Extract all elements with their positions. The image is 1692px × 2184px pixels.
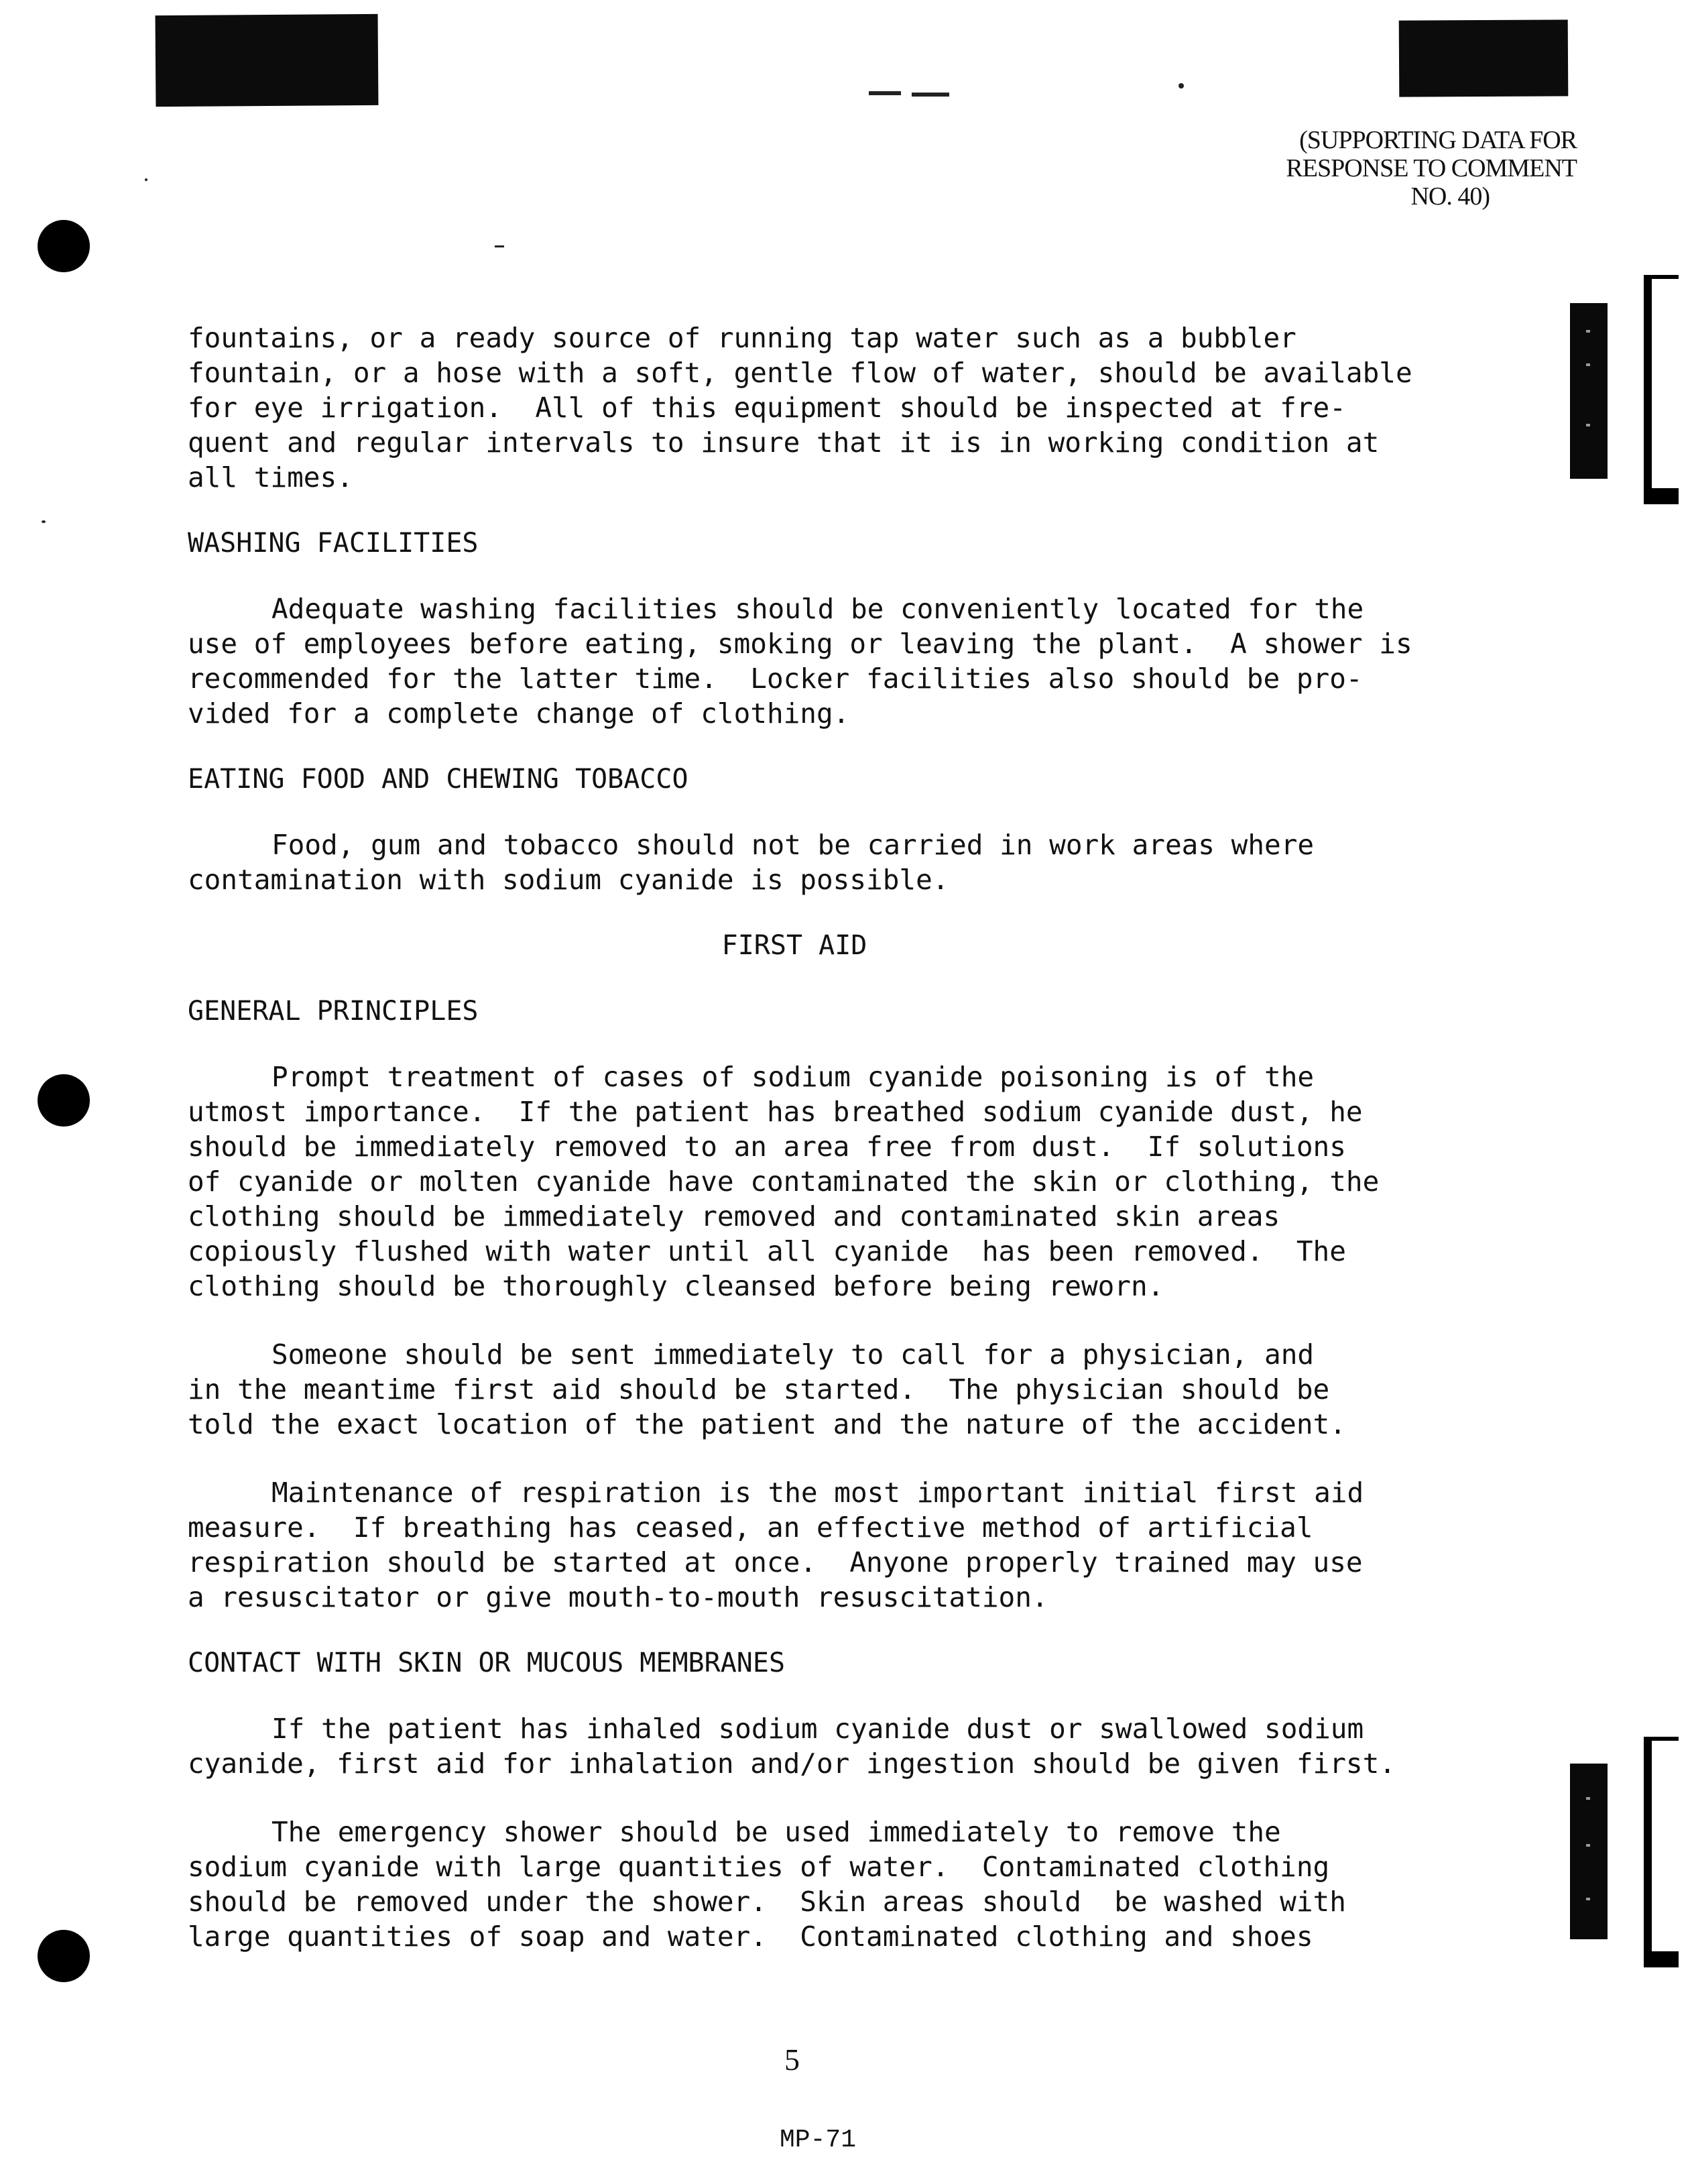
redaction-block-right (1399, 19, 1569, 97)
margin-change-mark (1570, 1764, 1608, 1939)
binder-hole-icon (38, 220, 90, 272)
binder-hole-icon (38, 1930, 90, 1982)
margin-bracket-icon (1644, 1737, 1679, 1967)
scan-mark-dash (912, 93, 949, 97)
eating-paragraph: Food, gum and tobacco should not be carried in work areas where contamination with sodium cyanide is possible. (188, 829, 1315, 896)
contact-paragraph: If the patient has inhaled sodium cyanide dust or swallowed sodium cyanide, first aid for inhalation and/or ingestion should be given first. (188, 1713, 1396, 1780)
general-paragraph: Maintenance of respiration is the most important initial first aid measure. If breathing has ceased, an effective method of artificial respiration should be started at once. Anyone properly trained may use a resuscitator or give mouth-to-mouth resuscitation. (188, 1477, 1364, 1613)
section-heading-general: GENERAL PRINCIPLES (188, 996, 479, 1027)
scan-mark-dash (495, 245, 504, 247)
binder-hole-icon (38, 1074, 90, 1127)
header-note-line: NO. 40) (1410, 182, 1490, 211)
header-note-line: RESPONSE TO COMMENT (1286, 154, 1577, 182)
section-heading-contact: CONTACT WITH SKIN OR MUCOUS MEMBRANES (188, 1648, 786, 1678)
document-body (188, 321, 1448, 1954)
redaction-block-left (156, 14, 379, 107)
section-heading-eating: EATING FOOD AND CHEWING TOBACCO (188, 764, 688, 795)
margin-bracket-icon (1644, 275, 1679, 504)
contact-paragraph: The emergency shower should be used immediately to remove the sodium cyanide with large quantities of water. Contaminated clothing should be removed under the shower. Skin areas should be washed with large quantities of soap and water. Contaminated clothing and shoes (188, 1816, 1346, 1953)
general-paragraph: Someone should be sent immediately to call for a physician, and in the meantime first aid should be started. The physician should be told the exact location of the patient and the nature of the accident. (188, 1338, 1346, 1440)
general-paragraph: Prompt treatment of cases of sodium cyanide poisoning is of the utmost importance. If the patient has breathed sodium cyanide dust, he should be immediately removed to an area free from dust. If solutions of cyanide or molten cyanide have contaminated the skin or clothing, the clothing should be immediately removed and contaminated skin areas copiously flushed with water until all cyanide has been removed. The clothing should be thoroughly cleansed before being reworn. (188, 1061, 1380, 1302)
scan-mark-dot (42, 520, 46, 523)
header-note-line: (SUPPORTING DATA FOR (1299, 126, 1577, 154)
scan-mark-dot (145, 178, 147, 181)
washing-paragraph: Adequate washing facilities should be conveniently located for the use of employees before eating, smoking or leaving the plant. A shower is recommended for the latter time. Locker facilities also should be pro- vided for a complete change of clothing. (188, 593, 1412, 730)
page-number: 5 (784, 2043, 800, 2077)
scan-mark-dash (869, 91, 901, 95)
document-code: MP-71 (780, 2126, 857, 2154)
scan-mark-dot (1179, 83, 1184, 89)
margin-change-mark (1570, 303, 1608, 479)
header-note (1228, 126, 1577, 211)
continuation-paragraph: fountains, or a ready source of running tap water such as a bubbler fountain, or a hose with a soft, gentle flow of water, should be available for eye irrigation. All of this equipment should be inspected at fre- quent and regular intervals to insure that it is in working condition at all times. (188, 322, 1412, 494)
section-heading-first-aid: FIRST AID (721, 930, 867, 961)
section-heading-washing: WASHING FACILITIES (188, 528, 479, 559)
